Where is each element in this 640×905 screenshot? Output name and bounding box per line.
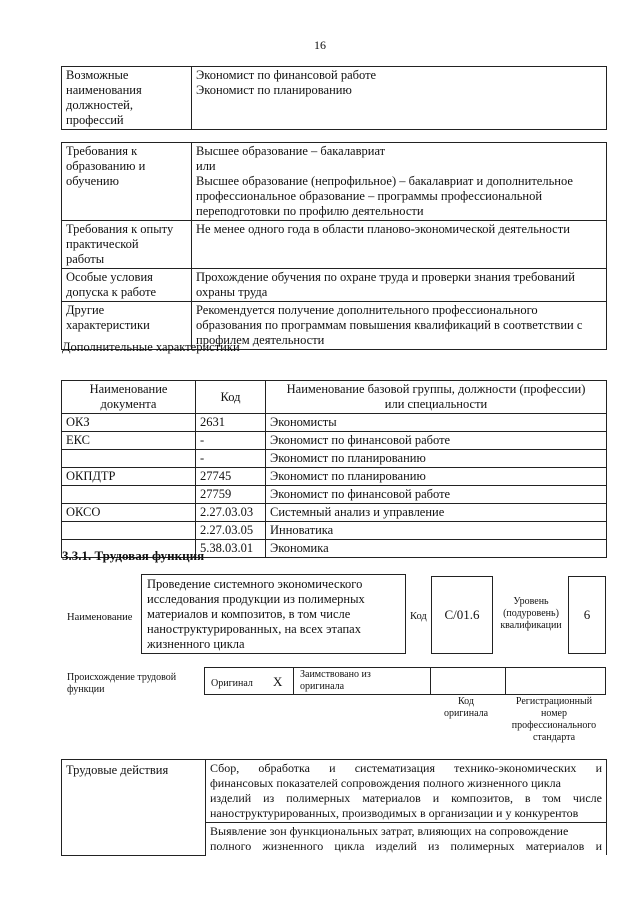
cell-code: 2.27.03.03 [196, 504, 266, 522]
table-row [62, 760, 607, 823]
cell-name: Экономисты [266, 414, 607, 432]
additional-heading: Дополнительные характеристики [62, 340, 240, 354]
borrowed-label: Заимствовано из оригинала [300, 669, 371, 692]
header-code: Код [196, 381, 266, 414]
table-row [62, 432, 607, 450]
code-label: Код [410, 611, 427, 622]
actions-label: Трудовые действия [62, 760, 206, 856]
level-label: Уровень (подуровень) квалификации [500, 596, 562, 631]
table-row [62, 269, 607, 302]
table-row [62, 221, 607, 269]
origin-divider [505, 668, 506, 694]
cell-name: Экономист по планированию [266, 450, 607, 468]
classifier-table [61, 380, 607, 558]
action-item: Сбор, обработка и систематизация технико-экономических и финансовых показателей сопровождения полного жизненного цикла изделий из полимерных материалов и композитов, в том числе наноструктурированных, производимых в организации и у конкурентов [206, 760, 607, 823]
function-name-box: Проведение системного экономического исследования продукции из полимерных материалов и композитов, в том числе наноструктурированных, на всех этапах жизненного цикла [141, 574, 406, 654]
admission-value: Прохождение обучения по охране труда и проверки знания требований охраны труда [192, 269, 607, 302]
cell-code: 2.27.03.05 [196, 522, 266, 540]
cell-doc: ОКПДТР [62, 468, 196, 486]
cell-doc [62, 522, 196, 540]
table-row [62, 522, 607, 540]
table-row [62, 143, 607, 221]
positions-label: Возможные наименования должностей, профессий [62, 67, 192, 130]
education-label: Требования к образованию и обучению [62, 143, 192, 221]
other-value: Рекомендуется получение дополнительного профессионального образования по программам повышения квалификаций в соответствии с профилем деятельности [192, 302, 607, 350]
cell-doc [62, 486, 196, 504]
cell-name: Экономика [266, 540, 607, 558]
requirements-table [61, 142, 607, 350]
table-header-row [62, 381, 607, 414]
cell-name: Экономист по финансовой работе [266, 486, 607, 504]
positions-value: Экономист по финансовой работе Экономист по планированию [192, 67, 607, 130]
level-value-box: 6 [568, 576, 606, 654]
experience-label: Требования к опыту практической работы [62, 221, 192, 269]
table-row [62, 468, 607, 486]
origin-label: Происхождение трудовой функции [67, 672, 177, 695]
cell-name: Инноватика [266, 522, 607, 540]
cell-code: 5.38.03.01 [196, 540, 266, 558]
function-heading: 3.3.1. Трудовая функция [62, 548, 205, 563]
table-row [62, 450, 607, 468]
cell-code: 27759 [196, 486, 266, 504]
cell-code: - [196, 432, 266, 450]
origin-box [204, 667, 606, 695]
cell-doc: ОКСО [62, 504, 196, 522]
positions-table [61, 66, 607, 130]
original-mark: X [273, 674, 283, 689]
origin-divider [430, 668, 431, 694]
code-caption: Код оригинала [443, 696, 489, 719]
action-item: Выявление зон функциональных затрат, влияющих на сопровождение полного жизненного цикла изделий из полимерных материалов и [206, 823, 607, 856]
cell-code: 2631 [196, 414, 266, 432]
reg-caption: Регистрационный номер профессионального стандарта [511, 696, 597, 743]
table-row [62, 414, 607, 432]
function-code-box: C/01.6 [431, 576, 493, 654]
table-row [62, 486, 607, 504]
cell-code: - [196, 450, 266, 468]
table-row [62, 504, 607, 522]
cell-doc: ОКЗ [62, 414, 196, 432]
actions-table [61, 759, 607, 856]
admission-label: Особые условия допуска к работе [62, 269, 192, 302]
cell-doc: ЕКС [62, 432, 196, 450]
original-label: Оригинал [211, 678, 253, 689]
page-number: 16 [314, 38, 326, 52]
header-document: Наименование документа [62, 381, 196, 414]
cell-doc [62, 450, 196, 468]
name-label: Наименование [67, 612, 133, 623]
experience-value: Не менее одного года в области планово-экономической деятельности [192, 221, 607, 269]
education-value: Высшее образование – бакалавриат или Высшее образование (непрофильное) – бакалавриат и дополнительное профессиональное образование – программы профессиональной переподготовки по профилю деятельности [192, 143, 607, 221]
cell-code: 27745 [196, 468, 266, 486]
cell-name: Системный анализ и управление [266, 504, 607, 522]
cell-name: Экономист по планированию [266, 468, 607, 486]
cell-name: Экономист по финансовой работе [266, 432, 607, 450]
origin-divider [293, 668, 294, 694]
header-name: Наименование базовой группы, должности (профессии) или специальности [266, 381, 607, 414]
other-label: Другие характеристики [62, 302, 192, 350]
